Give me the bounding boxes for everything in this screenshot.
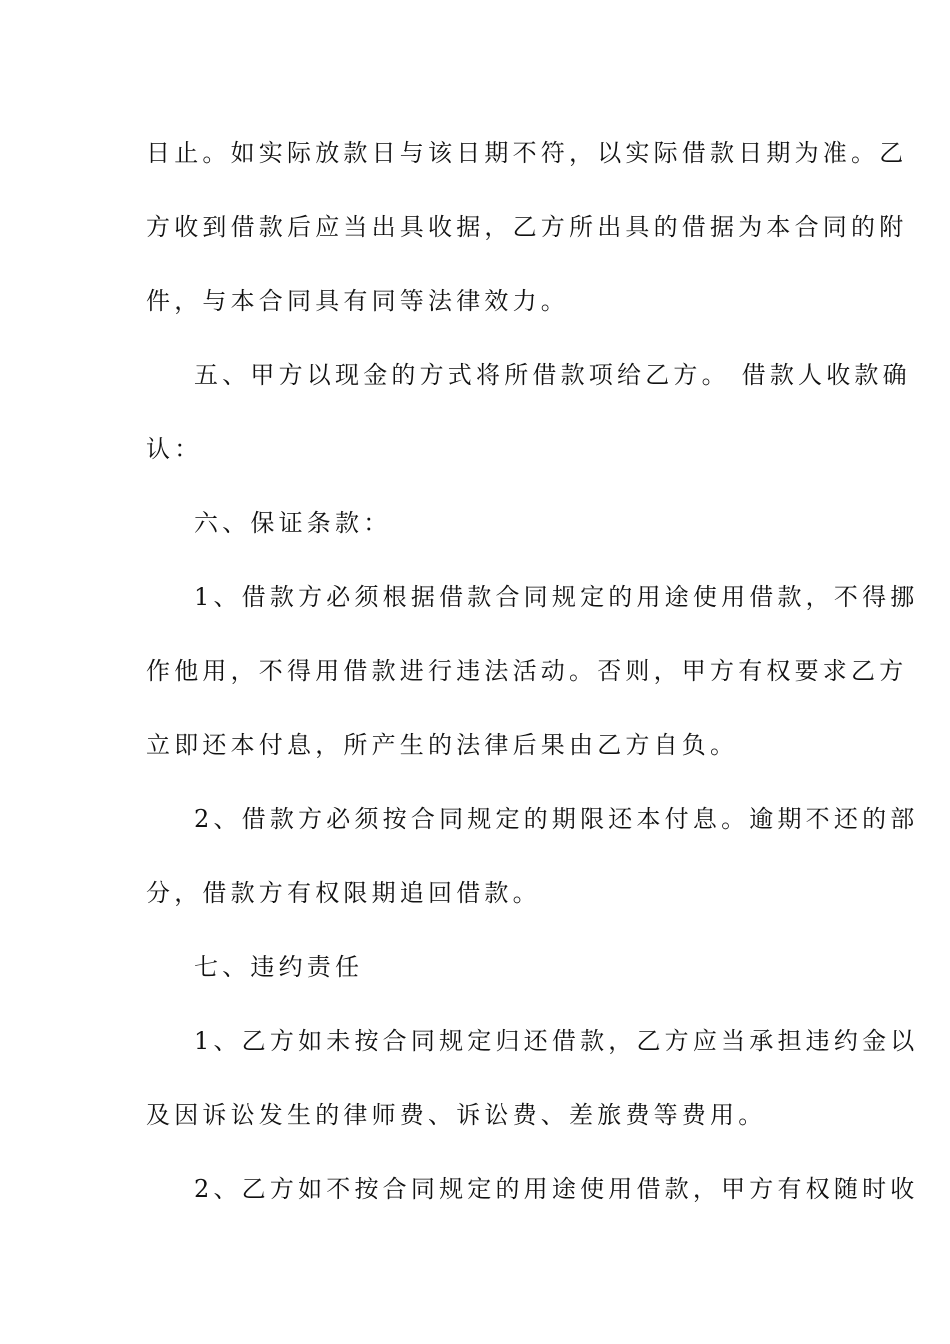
text-line: 立即还本付息，所产生的法律后果由乙方自负。 xyxy=(146,731,739,759)
text-line: 1、乙方如未按合同规定归还借款，乙方应当承担违约金以 xyxy=(194,1027,919,1055)
section-heading: 六、保证条款： xyxy=(194,509,392,537)
text-line: 2、借款方必须按合同规定的期限还本付息。逾期不还的部 xyxy=(194,805,919,833)
text-line: 1、借款方必须根据借款合同规定的用途使用借款，不得挪 xyxy=(194,583,919,611)
text-line: 及因诉讼发生的律师费、诉讼费、差旅费等费用。 xyxy=(146,1101,767,1129)
section-heading: 七、违约责任 xyxy=(194,953,364,981)
text-line: 五、甲方以现金的方式将所借款项给乙方。 借款人收款确 xyxy=(194,361,911,389)
text-line: 件，与本合同具有同等法律效力。 xyxy=(146,287,569,315)
text-line: 日止。如实际放款日与该日期不符，以实际借款日期为准。乙 xyxy=(146,139,908,167)
text-line: 分，借款方有权限期追回借款。 xyxy=(146,879,541,907)
text-line: 2、乙方如不按合同规定的用途使用借款，甲方有权随时收 xyxy=(194,1175,919,1203)
text-line: 认： xyxy=(146,435,203,463)
text-line: 方收到借款后应当出具收据，乙方所出具的借据为本合同的附 xyxy=(146,213,908,241)
text-line: 作他用，不得用借款进行违法活动。否则，甲方有权要求乙方 xyxy=(146,657,908,685)
